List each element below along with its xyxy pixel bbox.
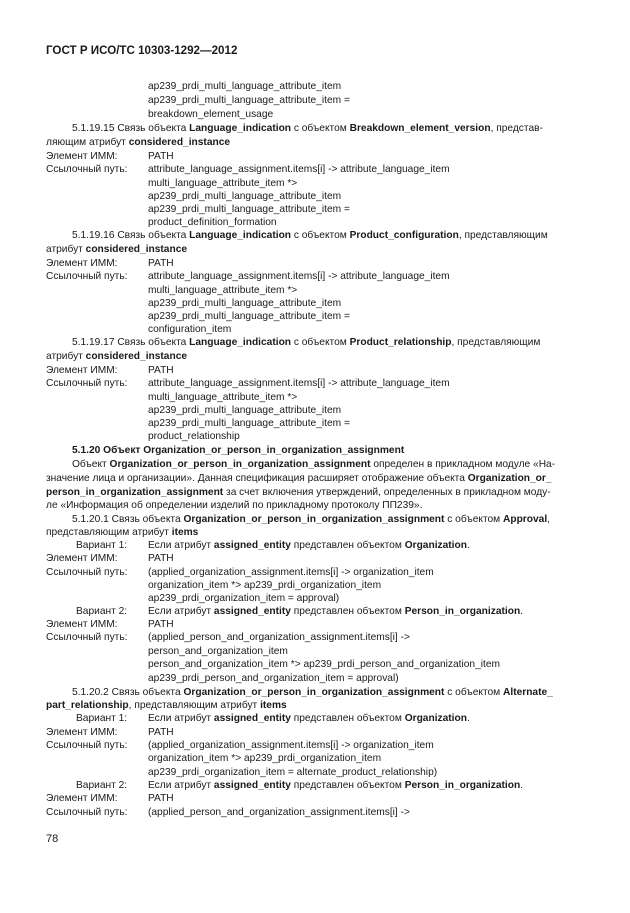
text-run: , представляющим [451, 337, 541, 348]
text-run: Вариант 1: [76, 540, 128, 551]
text-line [148, 94, 350, 107]
text-line [46, 526, 198, 539]
text-run: Ссылочный путь: [46, 271, 128, 282]
text-line [148, 672, 399, 685]
text-line [46, 699, 287, 712]
text-run: с объектом [291, 230, 350, 241]
page-number: 78 [46, 833, 59, 845]
text-run: Ссылочный путь: [46, 740, 128, 751]
text-line [148, 80, 341, 93]
page-header-title: ГОСТ Р ИСО/ТС 10303-1292—2012 [46, 44, 238, 57]
text-run: Если атрибут [148, 540, 214, 551]
text-line [148, 739, 434, 752]
text-line [148, 150, 174, 163]
text-run: , [547, 514, 550, 525]
text-line [72, 336, 540, 349]
text-run: Если атрибут [148, 780, 214, 791]
text-run: Элемент ИММ: [46, 553, 118, 564]
text-line [148, 310, 350, 323]
bold-term: assigned_entity [213, 780, 291, 791]
text-line [148, 203, 350, 216]
bold-term: Language_indication [189, 230, 292, 241]
text-run: ap239_prdi_multi_language_attribute_item [148, 81, 342, 92]
text-run: Вариант 2: [76, 780, 128, 791]
text-run: ap239_prdi_multi_language_attribute_item = [148, 95, 350, 106]
text-run: Элемент ИММ: [46, 365, 118, 376]
text-run: product_relationship [148, 431, 240, 442]
text-run: Объект [72, 459, 110, 470]
text-run: organization_item *> ap239_prdi_organization_item [148, 753, 382, 764]
text-run: PATH [148, 619, 174, 630]
text-run: Элемент ИММ: [46, 151, 118, 162]
text-line [148, 806, 410, 819]
text-run: с объектом [444, 514, 503, 525]
text-run: Элемент ИММ: [46, 727, 118, 738]
text-line [148, 618, 174, 631]
text-run: Элемент ИММ: [46, 258, 118, 269]
bold-term: person_in_organization_assignment [46, 487, 224, 498]
text-line [46, 618, 118, 631]
text-run: PATH [148, 793, 174, 804]
text-run: (applied_person_and_organization_assignment.items[i] -> [148, 632, 410, 643]
text-line [76, 605, 127, 618]
text-line [46, 163, 127, 176]
bold-term: items [171, 527, 199, 538]
text-run: multi_language_attribute_item *> [148, 392, 298, 403]
text-line [148, 658, 500, 671]
text-line [148, 552, 174, 565]
text-run: ляющим атрибут [46, 137, 129, 148]
text-run: ap239_prdi_person_and_organization_item = approval) [148, 673, 399, 684]
bold-term: Organization_or_person_in_organization_assignment [183, 514, 445, 525]
text-run: . [520, 606, 524, 617]
text-run: configuration_item [148, 324, 232, 335]
text-line [148, 766, 437, 779]
text-line [148, 579, 381, 592]
text-line [148, 417, 350, 430]
text-line [148, 605, 523, 618]
text-line [148, 752, 381, 765]
text-run: ap239_prdi_multi_language_attribute_item [148, 405, 342, 416]
text-run: multi_language_attribute_item *> [148, 285, 298, 296]
text-line [46, 739, 127, 752]
text-line [46, 136, 230, 149]
bold-term: Product_configuration [349, 230, 459, 241]
text-run: breakdown_element_usage [148, 109, 274, 120]
text-run: Если атрибут [148, 713, 214, 724]
text-run: атрибут [46, 351, 86, 362]
text-line [148, 257, 174, 270]
bold-term: Organization_or_person_in_organization_assignment [109, 459, 371, 470]
text-run: Если атрибут [148, 606, 214, 617]
text-run: , представляющим атрибут [128, 700, 261, 711]
text-run: PATH [148, 365, 174, 376]
text-run: PATH [148, 151, 174, 162]
text-run: 5.1.19.17 Связь объекта [72, 337, 190, 348]
text-line [72, 458, 555, 471]
text-run: person_and_organization_item [148, 646, 288, 657]
text-line [46, 364, 118, 377]
bold-term: assigned_entity [213, 713, 291, 724]
text-run: Ссылочный путь: [46, 164, 128, 175]
text-line [148, 163, 450, 176]
text-line [148, 645, 288, 658]
text-line [148, 391, 297, 404]
text-line [76, 779, 127, 792]
text-run: PATH [148, 258, 174, 269]
text-line [148, 216, 277, 229]
text-run: , представляющим [458, 230, 548, 241]
text-run: . [466, 713, 470, 724]
text-line [148, 323, 231, 336]
text-run: (applied_organization_assignment.items[i] -> organization_item [148, 567, 434, 578]
text-run: Ссылочный путь: [46, 378, 128, 389]
text-run: 5.1.19.16 Связь объекта [72, 230, 190, 241]
text-line [46, 566, 127, 579]
bold-term: Alternate_ [503, 687, 553, 698]
text-run: определен в прикладном модуле «На- [370, 459, 556, 470]
text-line [46, 806, 127, 819]
text-line [46, 486, 551, 499]
text-run: organization_item *> ap239_prdi_organization_item [148, 580, 382, 591]
text-run: Ссылочный путь: [46, 632, 128, 643]
text-line [148, 190, 341, 203]
bold-term: Language_indication [189, 337, 292, 348]
text-line [46, 552, 118, 565]
text-run: attribute_language_assignment.items[i] -> attribute_language_item [148, 271, 450, 282]
text-line [72, 513, 550, 526]
text-line [148, 726, 174, 739]
text-line [72, 122, 543, 135]
text-run: . [466, 540, 470, 551]
text-run: 5.1.19.15 Связь объекта [72, 123, 190, 134]
text-line [148, 270, 450, 283]
text-run: 5.1.20.1 Связь объекта [72, 514, 184, 525]
text-line [72, 444, 404, 457]
text-line [148, 592, 339, 605]
text-line [46, 270, 127, 283]
bold-term: part_relationship [46, 700, 129, 711]
text-line [46, 377, 127, 390]
bold-term: considered_instance [128, 137, 231, 148]
text-run: ap239_prdi_organization_item = alternate_product_relationship) [148, 767, 438, 778]
bold-term: Breakdown_element_version [349, 123, 491, 134]
text-line [46, 257, 118, 270]
text-line [46, 150, 118, 163]
text-line [148, 631, 410, 644]
text-run: (applied_organization_assignment.items[i] -> organization_item [148, 740, 434, 751]
text-run: attribute_language_assignment.items[i] -> attribute_language_item [148, 164, 450, 175]
text-run: Ссылочный путь: [46, 567, 128, 578]
text-run: (applied_person_and_organization_assignment.items[i] -> [148, 807, 410, 818]
text-run: представлен объектом [290, 606, 405, 617]
text-line [148, 792, 174, 805]
bold-term: Approval [503, 514, 548, 525]
text-run: PATH [148, 553, 174, 564]
text-run: 5.1.20.2 Связь объекта [72, 687, 184, 698]
text-run: ap239_prdi_multi_language_attribute_item = [148, 311, 350, 322]
text-run: с объектом [291, 337, 350, 348]
text-run: , представ- [490, 123, 543, 134]
text-line [148, 712, 470, 725]
text-run: Элемент ИММ: [46, 619, 118, 630]
text-run: значение лица и организации». Данная спецификация расширяет отображение объекта [46, 473, 468, 484]
text-line [148, 377, 450, 390]
text-line [148, 539, 470, 552]
text-run: ap239_prdi_multi_language_attribute_item [148, 298, 342, 309]
text-line [148, 566, 434, 579]
text-run: person_and_organization_item *> ap239_prdi_person_and_organization_item [148, 659, 501, 670]
text-run: ap239_prdi_multi_language_attribute_item = [148, 204, 350, 215]
bold-term: Organization_or_person_in_organization_assignment [183, 687, 445, 698]
text-run: ле «Информация об определении изделий по прикладному протоколу ПП239». [46, 500, 423, 511]
text-run: за счет включения утверждений, определенных в прикладном моду- [223, 487, 551, 498]
text-line [46, 350, 187, 363]
bold-term: 5.1.20 Объект Organization_or_person_in_organization_assignment [72, 445, 405, 456]
text-line [46, 499, 422, 512]
text-run: представлен объектом [290, 540, 405, 551]
text-run: ap239_prdi_multi_language_attribute_item [148, 191, 342, 202]
bold-term: Organization [404, 540, 467, 551]
text-line [148, 297, 341, 310]
text-line [148, 108, 273, 121]
bold-term: considered_instance [85, 351, 188, 362]
text-line [148, 430, 240, 443]
text-run: Вариант 2: [76, 606, 128, 617]
bold-term: assigned_entity [213, 540, 291, 551]
text-line [46, 792, 118, 805]
text-line [72, 229, 548, 242]
text-line [72, 686, 553, 699]
bold-term: considered_instance [85, 244, 188, 255]
bold-term: Organization [404, 713, 467, 724]
text-line [148, 364, 174, 377]
text-line [148, 404, 341, 417]
bold-term: Person_in_organization [404, 606, 521, 617]
bold-term: Person_in_organization [404, 780, 521, 791]
text-line [46, 243, 187, 256]
text-run: product_definition_formation [148, 217, 277, 228]
text-line [46, 631, 127, 644]
text-line [148, 284, 297, 297]
bold-term: items [260, 700, 287, 711]
text-run: Ссылочный путь: [46, 807, 128, 818]
text-run: представляющим атрибут [46, 527, 172, 538]
text-line [46, 472, 552, 485]
text-line [76, 712, 127, 725]
text-run: атрибут [46, 244, 86, 255]
text-run: attribute_language_assignment.items[i] -> attribute_language_item [148, 378, 450, 389]
text-run: multi_language_attribute_item *> [148, 178, 298, 189]
bold-term: Product_relationship [349, 337, 452, 348]
bold-term: assigned_entity [213, 606, 291, 617]
text-line [148, 779, 523, 792]
text-line [76, 539, 127, 552]
text-run: ap239_prdi_organization_item = approval) [148, 593, 340, 604]
text-run: ap239_prdi_multi_language_attribute_item = [148, 418, 350, 429]
text-line [46, 726, 118, 739]
text-line [148, 177, 297, 190]
text-run: представлен объектом [290, 713, 405, 724]
text-run: PATH [148, 727, 174, 738]
text-run: Вариант 1: [76, 713, 128, 724]
bold-term: Language_indication [189, 123, 292, 134]
text-run: представлен объектом [290, 780, 405, 791]
text-run: с объектом [444, 687, 503, 698]
text-run: с объектом [291, 123, 350, 134]
text-run: . [520, 780, 524, 791]
bold-term: Organization_or_ [467, 473, 552, 484]
text-run: Элемент ИММ: [46, 793, 118, 804]
